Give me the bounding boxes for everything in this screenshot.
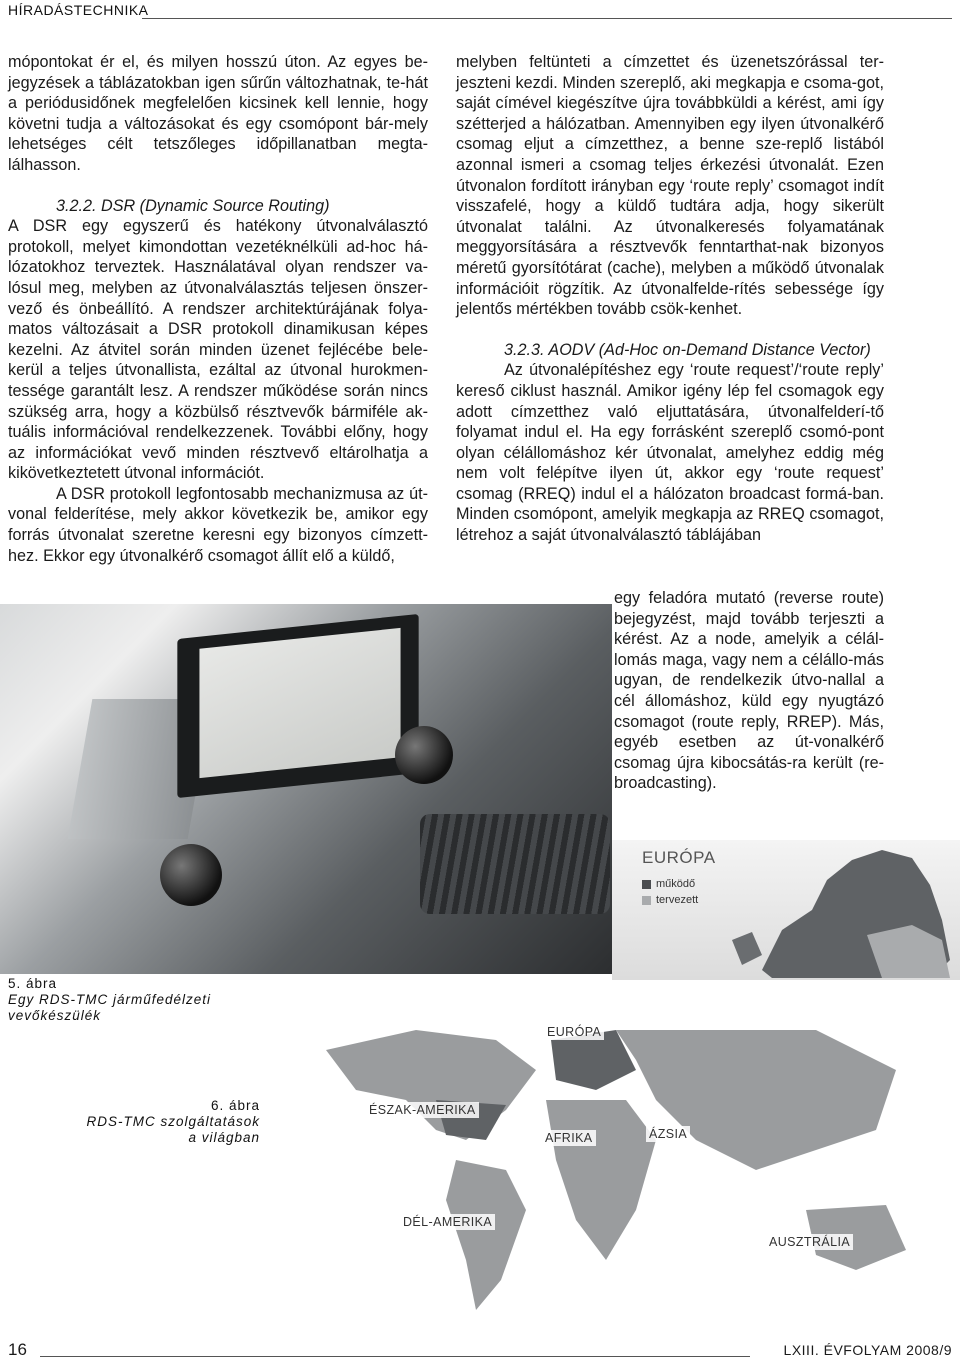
- europe-map: [612, 840, 960, 980]
- right-column-wrap-text: [614, 588, 884, 794]
- car-navigation-photo: [0, 604, 612, 974]
- europe-map-title: EURÓPA: [642, 848, 716, 867]
- left-column: [8, 52, 428, 566]
- map-label-africa: AFRIKA: [542, 1130, 596, 1146]
- map-label-north-america: ÉSZAK-AMERIKA: [366, 1102, 479, 1118]
- figure-6-number: 6. ábra: [210, 1098, 260, 1113]
- paragraph: melyben feltünteti a címzettet és üzenetszórással ter-jeszteni kezdi. Minden szereplő, aki megkapja e csoma-got, saját címével kiegészítve újra továbbküldi a kérést, ami így szétterjed a hálózatban. Amennyiben egy ilyen útvonalkérő csomag eljut a címzetthez, a benne sze-replő listából azonnal ismeri a csomag teljes érkezési útvonalát. Ezen útvonalon fordított irányban egy ‘route reply’ csomagot indít visszafelé, hogy a küldő tudtára adja, hogy sikerült útvonalat találni. Az útvonalkeresés folyamatának meggyorsítására a résztvevők fenntarthat-nak bizonyos méretű gyorsítótárat (cache), melyben a működő útvonalak információit rögzítik. Az útvonalfelde-rítés sebessége így jelentős mértékben tovább csök-kenhet.: [456, 53, 884, 319]
- map-label-south-america: DÉL-AMERIKA: [400, 1214, 495, 1230]
- control-knob-right: [395, 726, 453, 784]
- footer-rule: [40, 1356, 750, 1357]
- legend-swatch-planned: [642, 896, 651, 905]
- map-label-europe: EURÓPA: [544, 1024, 604, 1040]
- figure-6-text-line1: RDS-TMC szolgáltatások: [86, 1114, 260, 1129]
- figure-5-text: Egy RDS-TMC járműfedélzeti vevőkészülék: [8, 992, 212, 1023]
- right-column: [456, 52, 884, 546]
- map-label-australia: AUSZTRÁLIA: [766, 1234, 853, 1250]
- page-number: 16: [8, 1340, 27, 1359]
- paragraph: egy feladóra mutató (reverse route) bejegyzést, majd tovább terjeszti a kérést. Az a node, amelyik a célál-lomás maga, vagy nem a célállo-más ugyan, de rendelkezik útvo-nallal a cél állomáshoz, küld egy nyugtázó csomagot (route reply, RREP). Más, egyéb esetben az út-vonalkérő csomag újra kibocsátás-ra került (re-broadcasting).: [614, 589, 884, 793]
- paragraph: Az útvonalépítéshez egy ‘route request’/‘route reply’ kereső ciklust használ. Amikor igény lép fel csomagok egy adott címzetthez való eljuttatására, útvonalfelderí-tő folyamat indul el. Ha egy forrásként szereplő csomó-pont olyan célállomáshoz kér útvonalat, amelyhez eddig még nem volt felépítve ilyen út, akkor egy ‘route request’ csomag (RREQ) indul el a hálózaton broadcast formá-ban. Minden csomópont, amelyik megkapja az RREQ csomagot, létrehoz a saját útvonalválasztó táblájában: [456, 361, 884, 545]
- header-rule: [142, 18, 952, 19]
- legend-planned: [642, 894, 698, 906]
- legend-swatch-working: [642, 880, 651, 889]
- control-knob-left: [160, 844, 222, 906]
- figure-6-text-line2: a világban: [188, 1130, 260, 1145]
- air-vent: [420, 814, 610, 914]
- world-map-shapes: [296, 1010, 960, 1326]
- legend-label-planned: tervezett: [656, 894, 699, 906]
- legend-label-working: működő: [656, 878, 696, 890]
- issue-label: LXIII. ÉVFOLYAM 2008/9: [783, 1342, 952, 1358]
- figure-6-caption: [60, 1098, 260, 1146]
- paragraph: A DSR protokoll legfontosabb mechanizmusa az út-vonal felderítése, mely akkor következik be, amikor egy forrás útvonalat szeretne keresni egy bizonyos címzett-hez. Ekkor egy útvonalkérő csomagot állít elő a küldő,: [8, 484, 428, 565]
- legend-working: [642, 878, 695, 890]
- paragraph: A DSR egy egyszerű és hatékony útvonalválasztó protokoll, melyet kimondottan vezetéknélküli ad-hoc há-lózatokhoz terveztek. Használatával olyan rendszer va-lósul meg, melyben az útvonalválasztás teljesen önszer-vező és önbeállító. A rendszer architektúrájának folya-matos változásait a DSR protokoll dinamikusan képes kezelni. Az átvitel során minden üzenet fejlécébe bele-kerül a teljes útvonallista, ezáltal az útvonal hurokmen-tessége garantált lesz. A rendszer működése során nincs szükség arra, hogy a közbülső résztvevők bármiféle ak-tuális információval rendelkezzenek. További előny, hogy az információkat vevő minden résztvevő eltárolhatja a kikövetkeztetett útvonal információt.: [8, 217, 428, 483]
- map-label-asia: ÁZSIA: [646, 1126, 690, 1142]
- section-heading-dsr: 3.2.2. DSR (Dynamic Source Routing): [56, 196, 330, 215]
- running-header: [0, 0, 960, 30]
- page-footer: [0, 1340, 960, 1364]
- world-map: [296, 1010, 960, 1326]
- section-heading-aodv: 3.2.3. AODV (Ad-Hoc on-Demand Distance Vector): [504, 340, 871, 359]
- journal-title: HÍRADÁSTECHNIKA: [8, 2, 149, 18]
- navigation-screen: [199, 628, 400, 778]
- paragraph: mópontokat ér el, és milyen hosszú úton. Az egyes be-jegyzések a táblázatokban igen sűrűn változhatnak, te-hát a periódusidőnek megfelelően kicsinek kell lennie, hogy követni tudja a változásokat és egy csomópont bár-mely lehetséges célt tetszőleges időpillanatban megta-lálhasson.: [8, 53, 428, 174]
- figure-5-number: 5. ábra: [8, 976, 58, 991]
- figure-5-caption: [8, 976, 248, 1024]
